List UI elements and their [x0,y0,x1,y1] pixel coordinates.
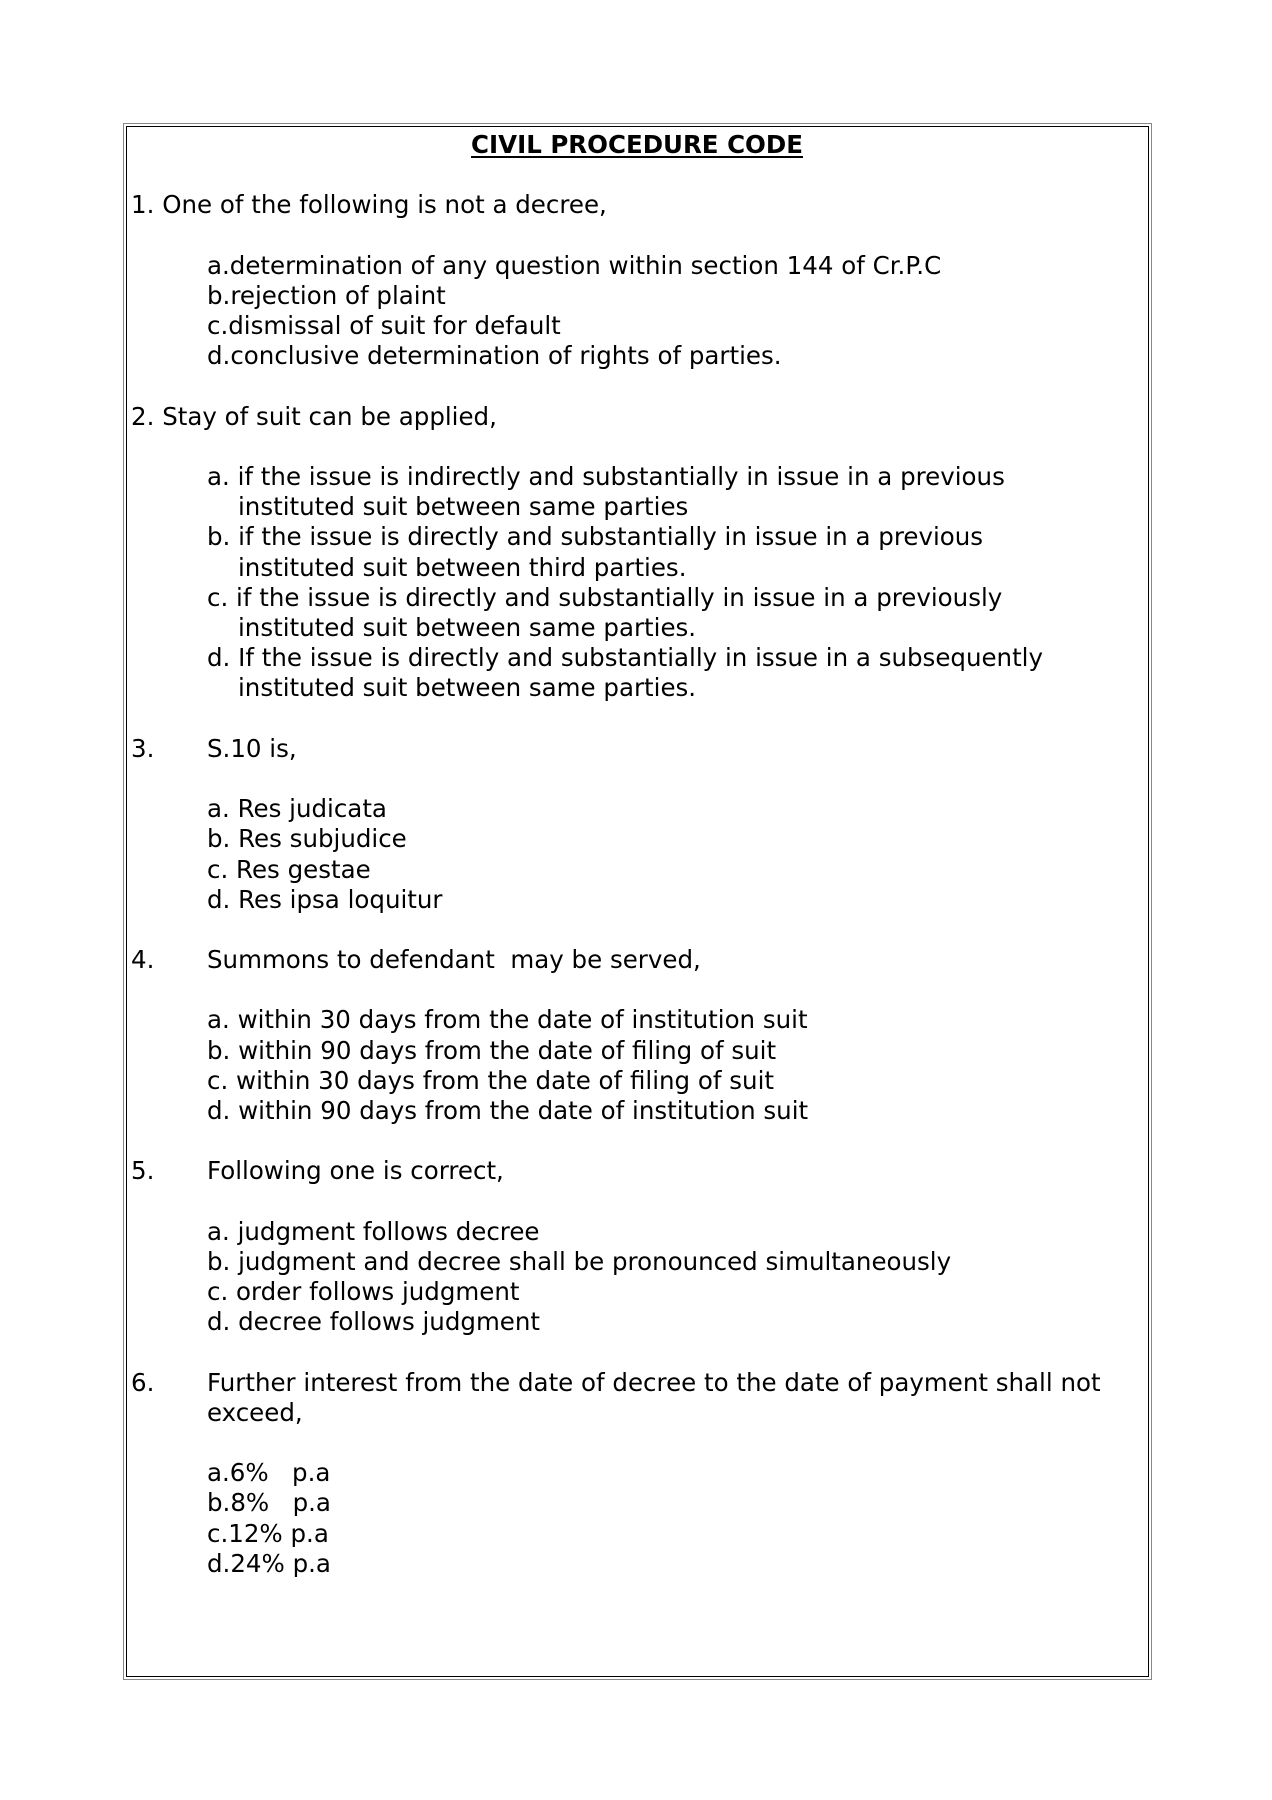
spacer [131,915,1151,945]
option-d: d.conclusive determination of rights of parties. [207,341,782,371]
option-d: d. within 90 days from the date of institution suit [207,1096,809,1125]
option-c: c. Res gestae [207,854,371,884]
question-text [131,1368,1151,1398]
option-d: d. Res ipsa loquitur [207,884,443,914]
question-stem: One of the following is not a decree, [162,190,607,220]
question-5 [131,1156,1151,1337]
option-b: b. Res subjudice [207,824,407,854]
spacer [131,975,1151,1005]
question-4 [131,945,1151,1126]
option-a: a.6% p.a [207,1458,331,1488]
option-line-cont: instituted suit between third parties. [238,552,687,582]
option-line: a. if the issue is indirectly and substantially in issue in a previous [207,462,1005,492]
question-text-cont: exceed, [207,1397,303,1427]
option-d: d.24% p.a [207,1548,331,1578]
option-b: b.8% p.a [207,1488,331,1518]
spacer [131,160,1151,190]
question-text [131,734,1151,764]
question-number: 5. [131,1156,155,1186]
question-stem: Summons to defendant may be served, [207,945,701,975]
question-number: 3. [131,733,155,763]
option-a: a. within 30 days from the date of institution suit [207,1005,808,1035]
page-title: CIVIL PROCEDURE CODE [471,130,803,159]
question-text [131,402,1151,432]
option-b: b.rejection of plaint [207,280,446,310]
option-c: c.dismissal of suit for default [207,311,561,341]
option-b: b. within 90 days from the date of filing of suit [207,1035,777,1065]
question-2 [131,402,1151,704]
spacer [131,1126,1151,1156]
question-text [131,190,1151,220]
option-d: d. decree follows judgment [207,1307,541,1337]
question-text [131,945,1151,975]
option-b [131,522,1151,582]
option-d [131,643,1151,703]
question-stem: Further interest from the date of decree to the date of payment shall not [207,1367,1101,1397]
option-c [131,583,1151,643]
spacer [131,1338,1151,1368]
document-body [131,130,1151,1579]
spacer [131,432,1151,462]
option-c: c.12% p.a [207,1518,329,1548]
question-number: 4. [131,945,155,975]
question-6 [131,1368,1151,1579]
option-a: a. judgment follows decree [207,1216,540,1246]
option-line-cont: instituted suit between same parties. [238,613,697,642]
spacer [131,372,1151,402]
question-text [131,1156,1151,1186]
question-stem: Stay of suit can be applied, [162,401,497,431]
option-a [131,462,1151,522]
question-1 [131,190,1151,371]
option-line-cont: instituted suit between same parties. [238,673,697,703]
option-c: c. order follows judgment [207,1277,520,1307]
spacer [131,764,1151,794]
option-b: b. judgment and decree shall be pronounced simultaneously [207,1246,952,1276]
question-stem: Following one is correct, [207,1156,504,1186]
question-number: 1. [131,190,155,220]
question-number: 6. [131,1367,155,1397]
spacer [131,221,1151,251]
spacer [131,1428,1151,1458]
question-number: 2. [131,401,155,431]
question-stem: S.10 is, [207,733,297,763]
option-line: c. if the issue is directly and substantially in issue in a previously [207,582,1003,612]
spacer [131,704,1151,734]
option-line-cont: instituted suit between same parties [238,492,689,522]
option-a: a. Res judicata [207,794,387,824]
option-c: c. within 30 days from the date of filing of suit [207,1065,774,1095]
spacer [131,1187,1151,1217]
option-line: d. If the issue is directly and substantially in issue in a subsequently [207,643,1043,673]
question-3 [131,734,1151,915]
option-line: b. if the issue is directly and substantially in issue in a previous [207,522,984,552]
option-a: a.determination of any question within section 144 of Cr.P.C [207,250,942,280]
